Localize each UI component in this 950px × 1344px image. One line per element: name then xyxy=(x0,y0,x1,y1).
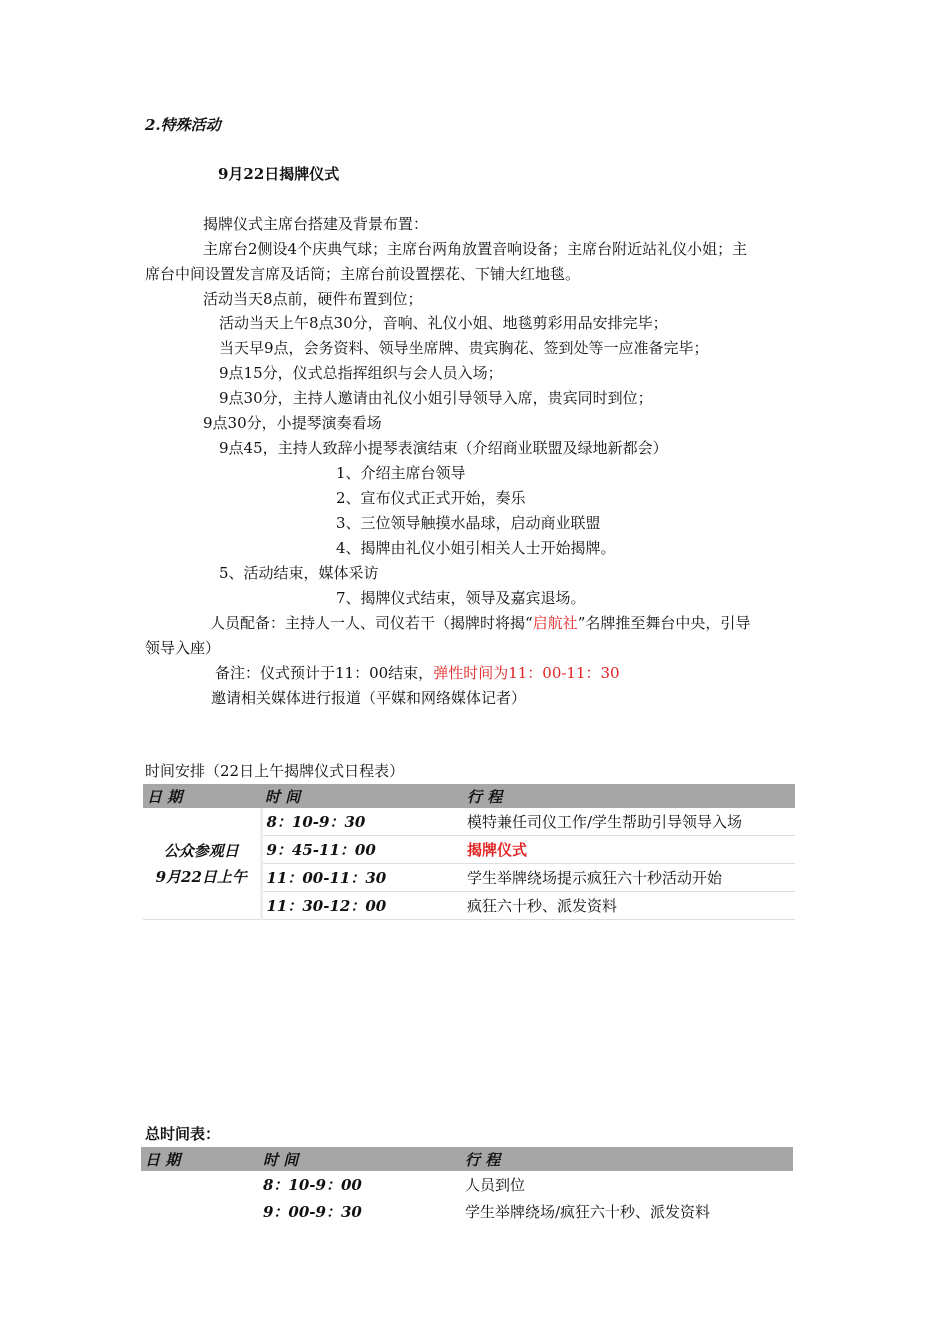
section-title: 2.特殊活动 xyxy=(145,116,221,134)
time-cell: 11：00-11：30 xyxy=(261,864,463,892)
item-cell: 模特兼任司仪工作/学生帮助引导领导入场 xyxy=(463,808,795,836)
time-cell: 9：45-11：00 xyxy=(261,836,463,864)
date-line-2: 9月22日上午 xyxy=(155,867,247,886)
list-item-4: 4、揭牌由礼仪小姐引相关人士开始揭牌。 xyxy=(336,539,616,557)
para-930-host: 9点30分，主持人邀请由礼仪小姐引导领导入席，贵宾同时到位； xyxy=(219,389,653,407)
date-line-1: 公众参观日 xyxy=(163,841,239,860)
schedule-table xyxy=(143,784,795,920)
staff-line-2: 领导入座） xyxy=(145,639,221,657)
list-item-2: 2、宣布仪式正式开始，奏乐 xyxy=(336,489,526,507)
staff-text-red: 启航社 xyxy=(532,614,578,632)
item-cell: 学生举牌绕场提示疯狂六十秒活动开始 xyxy=(463,864,795,892)
note-text: 备注：仪式预计于11：00结束， xyxy=(215,664,434,682)
note-text-red: 弹性时间为11：00-11：30 xyxy=(433,664,620,682)
header-date: 日 期 xyxy=(141,1147,259,1171)
item-cell: 疯狂六十秒、派发资料 xyxy=(463,892,795,920)
staff-text-post: ”名牌推至舞台中央，引导 xyxy=(577,614,751,632)
table-row xyxy=(143,808,795,836)
item-cell: 人员到位 xyxy=(465,1176,526,1194)
table-header-row xyxy=(141,1147,793,1171)
para-930-violin: 9点30分，小提琴演奏看场 xyxy=(203,414,382,432)
staff-line xyxy=(210,613,750,633)
para-915: 9点15分，仪式总指挥组织与会人员入场； xyxy=(219,364,503,382)
time-cell: 11：30-12：00 xyxy=(261,892,463,920)
para-945: 9点45，主持人致辞小提琴表演结束（介绍商业联盟及绿地新都会） xyxy=(219,439,668,457)
time-cell: 8：10-9：00 xyxy=(263,1176,362,1194)
header-time: 时 间 xyxy=(259,1147,461,1171)
media-line: 邀请相关媒体进行报道（平媒和网络媒体记者） xyxy=(211,689,527,707)
header-itinerary: 行 程 xyxy=(463,784,795,808)
list-item-5: 5、活动结束，媒体采访 xyxy=(219,564,379,582)
time-cell: 8：10-9：30 xyxy=(261,808,463,836)
table2-caption: 总时间表： xyxy=(145,1125,221,1143)
date-cell-empty xyxy=(141,1171,259,1198)
date-cell-empty xyxy=(141,1198,259,1225)
item-cell-highlight: 揭牌仪式 xyxy=(463,836,795,864)
header-date: 日 期 xyxy=(143,784,261,808)
date-cell xyxy=(143,808,261,920)
header-itinerary: 行 程 xyxy=(461,1147,793,1171)
note-line xyxy=(215,663,620,683)
master-schedule-table xyxy=(141,1147,793,1225)
para-stage-setup: 揭牌仪式主席台搭建及背景布置： xyxy=(203,215,429,233)
staff-text-pre: 人员配备：主持人一人、司仪若干（揭牌时将揭“ xyxy=(210,614,533,632)
list-item-3: 3、三位领导触摸水晶球，启动商业联盟 xyxy=(336,514,601,532)
para-stage-detail-2: 席台中间设置发言席及话筒；主席台前设置摆花、下铺大红地毯。 xyxy=(145,265,581,283)
para-stage-detail-1: 主席台2侧设4个庆典气球；主席台两角放置音响设备；主席台附近站礼仪小姐；主 xyxy=(203,240,748,258)
para-8am: 活动当天8点前，硬件布置到位； xyxy=(203,290,423,308)
para-9am: 当天早9点，会务资料、领导坐席牌、贵宾胸花、签到处等一应准备完毕； xyxy=(219,339,709,357)
item-cell: 学生举牌绕场/疯狂六十秒、派发资料 xyxy=(465,1203,711,1221)
list-item-7: 7、揭牌仪式结束，领导及嘉宾退场。 xyxy=(336,589,586,607)
header-time: 时 间 xyxy=(261,784,463,808)
event-title: 9月22日揭牌仪式 xyxy=(218,165,340,183)
list-item-1: 1、介绍主席台领导 xyxy=(336,464,466,482)
table-header-row xyxy=(143,784,795,808)
table-row xyxy=(141,1171,793,1198)
table-row xyxy=(141,1198,793,1225)
table1-caption: 时间安排（22日上午揭牌仪式日程表） xyxy=(145,762,405,780)
para-830: 活动当天上午8点30分，音响、礼仪小姐、地毯剪彩用品安排完毕； xyxy=(219,314,668,332)
time-cell: 9：00-9：30 xyxy=(263,1203,362,1221)
